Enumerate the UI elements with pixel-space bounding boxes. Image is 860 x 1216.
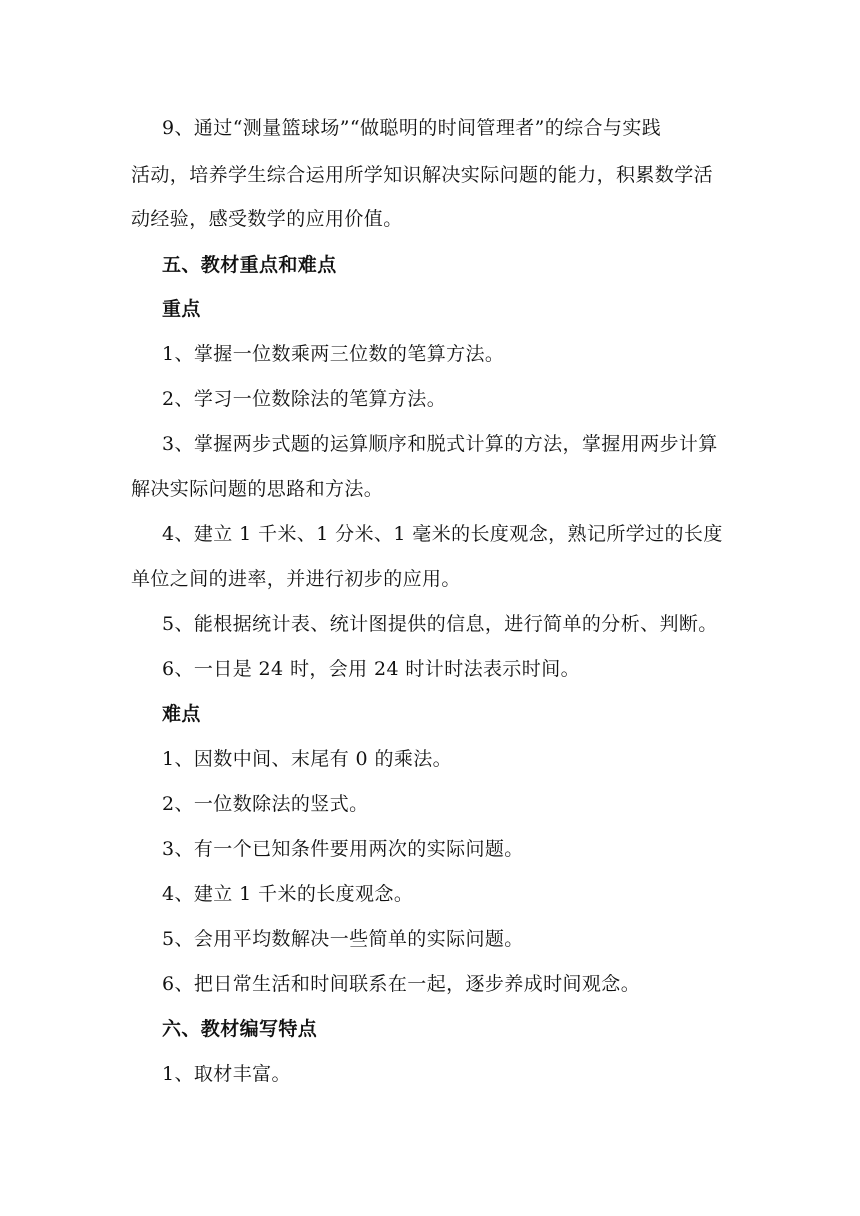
section-heading-6: 六、教材编写特点 <box>162 1018 318 1040</box>
key-point-4-line-2: 单位之间的进率，并进行初步的应用。 <box>131 568 461 590</box>
section-heading-5: 五、教材重点和难点 <box>162 254 337 276</box>
feature-point-1: 1、取材丰富。 <box>162 1063 291 1085</box>
key-point-3-line-1: 3、掌握两步式题的运算顺序和脱式计算的方法，掌握用两步计算 <box>162 433 718 455</box>
key-point-5: 5、能根据统计表、统计图提供的信息，进行简单的分析、判断。 <box>162 613 718 635</box>
key-point-6: 6、一日是 24 时，会用 24 时计时法表示时间。 <box>162 658 581 680</box>
key-point-4-line-1: 4、建立 1 千米、1 分米、1 毫米的长度观念，熟记所学过的长度 <box>162 523 723 545</box>
difficult-point-3: 3、有一个已知条件要用两次的实际问题。 <box>162 838 524 860</box>
difficult-point-5: 5、会用平均数解决一些简单的实际问题。 <box>162 928 524 950</box>
difficult-point-2: 2、一位数除法的竖式。 <box>162 793 369 815</box>
paragraph-9-line-3: 动经验，感受数学的应用价值。 <box>131 208 403 230</box>
difficult-point-6: 6、把日常生活和时间联系在一起，逐步养成时间观念。 <box>162 973 641 995</box>
paragraph-9-line-1: 9、通过“测量篮球场”“做聪明的时间管理者”的综合与实践 <box>162 117 662 139</box>
subheading-difficult-points: 难点 <box>162 703 201 725</box>
difficult-point-4: 4、建立 1 千米的长度观念。 <box>162 883 414 905</box>
key-point-1: 1、掌握一位数乘两三位数的笔算方法。 <box>162 343 505 365</box>
difficult-point-1: 1、因数中间、末尾有 0 的乘法。 <box>162 748 453 770</box>
key-point-2: 2、学习一位数除法的笔算方法。 <box>162 388 447 410</box>
paragraph-9-line-2: 活动，培养学生综合运用所学知识解决实际问题的能力，积累数学活 <box>131 164 714 186</box>
subheading-key-points: 重点 <box>162 298 201 320</box>
key-point-3-line-2: 解决实际问题的思路和方法。 <box>131 478 384 500</box>
